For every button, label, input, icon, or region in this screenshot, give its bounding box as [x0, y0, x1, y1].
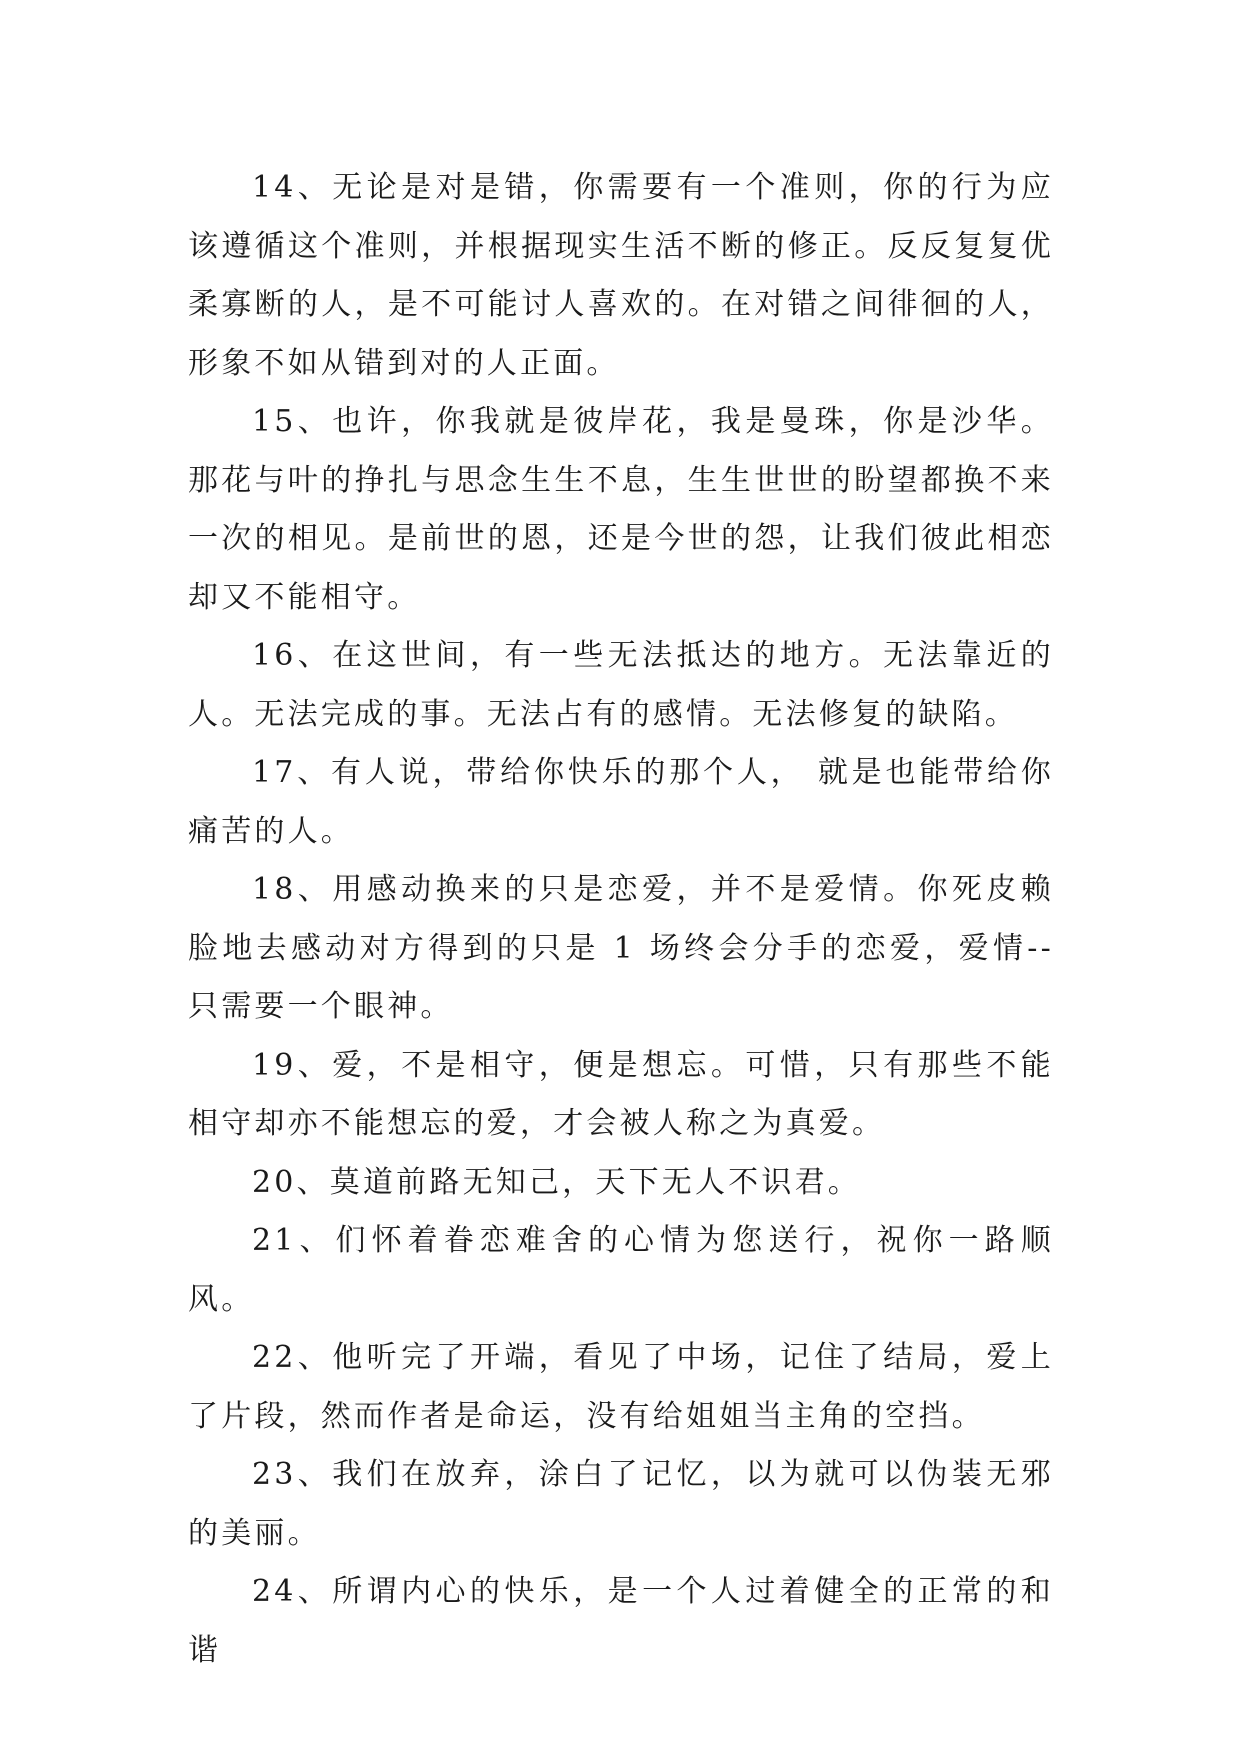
paragraph-17: 17、有人说，带给你快乐的那个人， 就是也能带给你痛苦的人。 [188, 755, 1054, 849]
paragraph-16: 16、在这世间，有一些无法抵达的地方。无法靠近的人。无法完成的事。无法占有的感情。无法修复的缺陷。 [188, 638, 1054, 732]
paragraph-18: 18、用感动换来的只是恋爱，并不是爱情。你死皮赖脸地去感动对方得到的只是 1 场终会分手的恋爱，爱情--只需要一个眼神。 [188, 872, 1054, 1024]
paragraph-19: 19、爱，不是相守，便是想忘。可惜，只有那些不能相守却亦不能想忘的爱，才会被人称之为真爱。 [188, 1047, 1054, 1141]
paragraph-15: 15、也许，你我就是彼岸花，我是曼珠，你是沙华。那花与叶的挣扎与思念生生不息，生生世世的盼望都换不来一次的相见。是前世的恩，还是今世的怨，让我们彼此相恋却又不能相守。 [188, 404, 1054, 615]
document-body [188, 159, 1054, 1680]
paragraph-22: 22、他听完了开端，看见了中场，记住了结局，爱上了片段，然而作者是命运，没有给姐姐当主角的空挡。 [188, 1340, 1054, 1434]
paragraph-21: 21、们怀着眷恋难舍的心情为您送行，祝你一路顺风。 [188, 1223, 1054, 1317]
paragraph-14: 14、无论是对是错，你需要有一个准则，你的行为应该遵循这个准则，并根据现实生活不断的修正。反反复复优柔寡断的人，是不可能讨人喜欢的。在对错之间徘徊的人，形象不如从错到对的人正面。 [188, 170, 1054, 381]
paragraph-23: 23、我们在放弃，涂白了记忆，以为就可以伪装无邪的美丽。 [188, 1457, 1054, 1551]
paragraph-24: 24、所谓内心的快乐，是一个人过着健全的正常的和谐 [188, 1574, 1054, 1668]
paragraph-20: 20、莫道前路无知己，天下无人不识君。 [252, 1164, 861, 1200]
